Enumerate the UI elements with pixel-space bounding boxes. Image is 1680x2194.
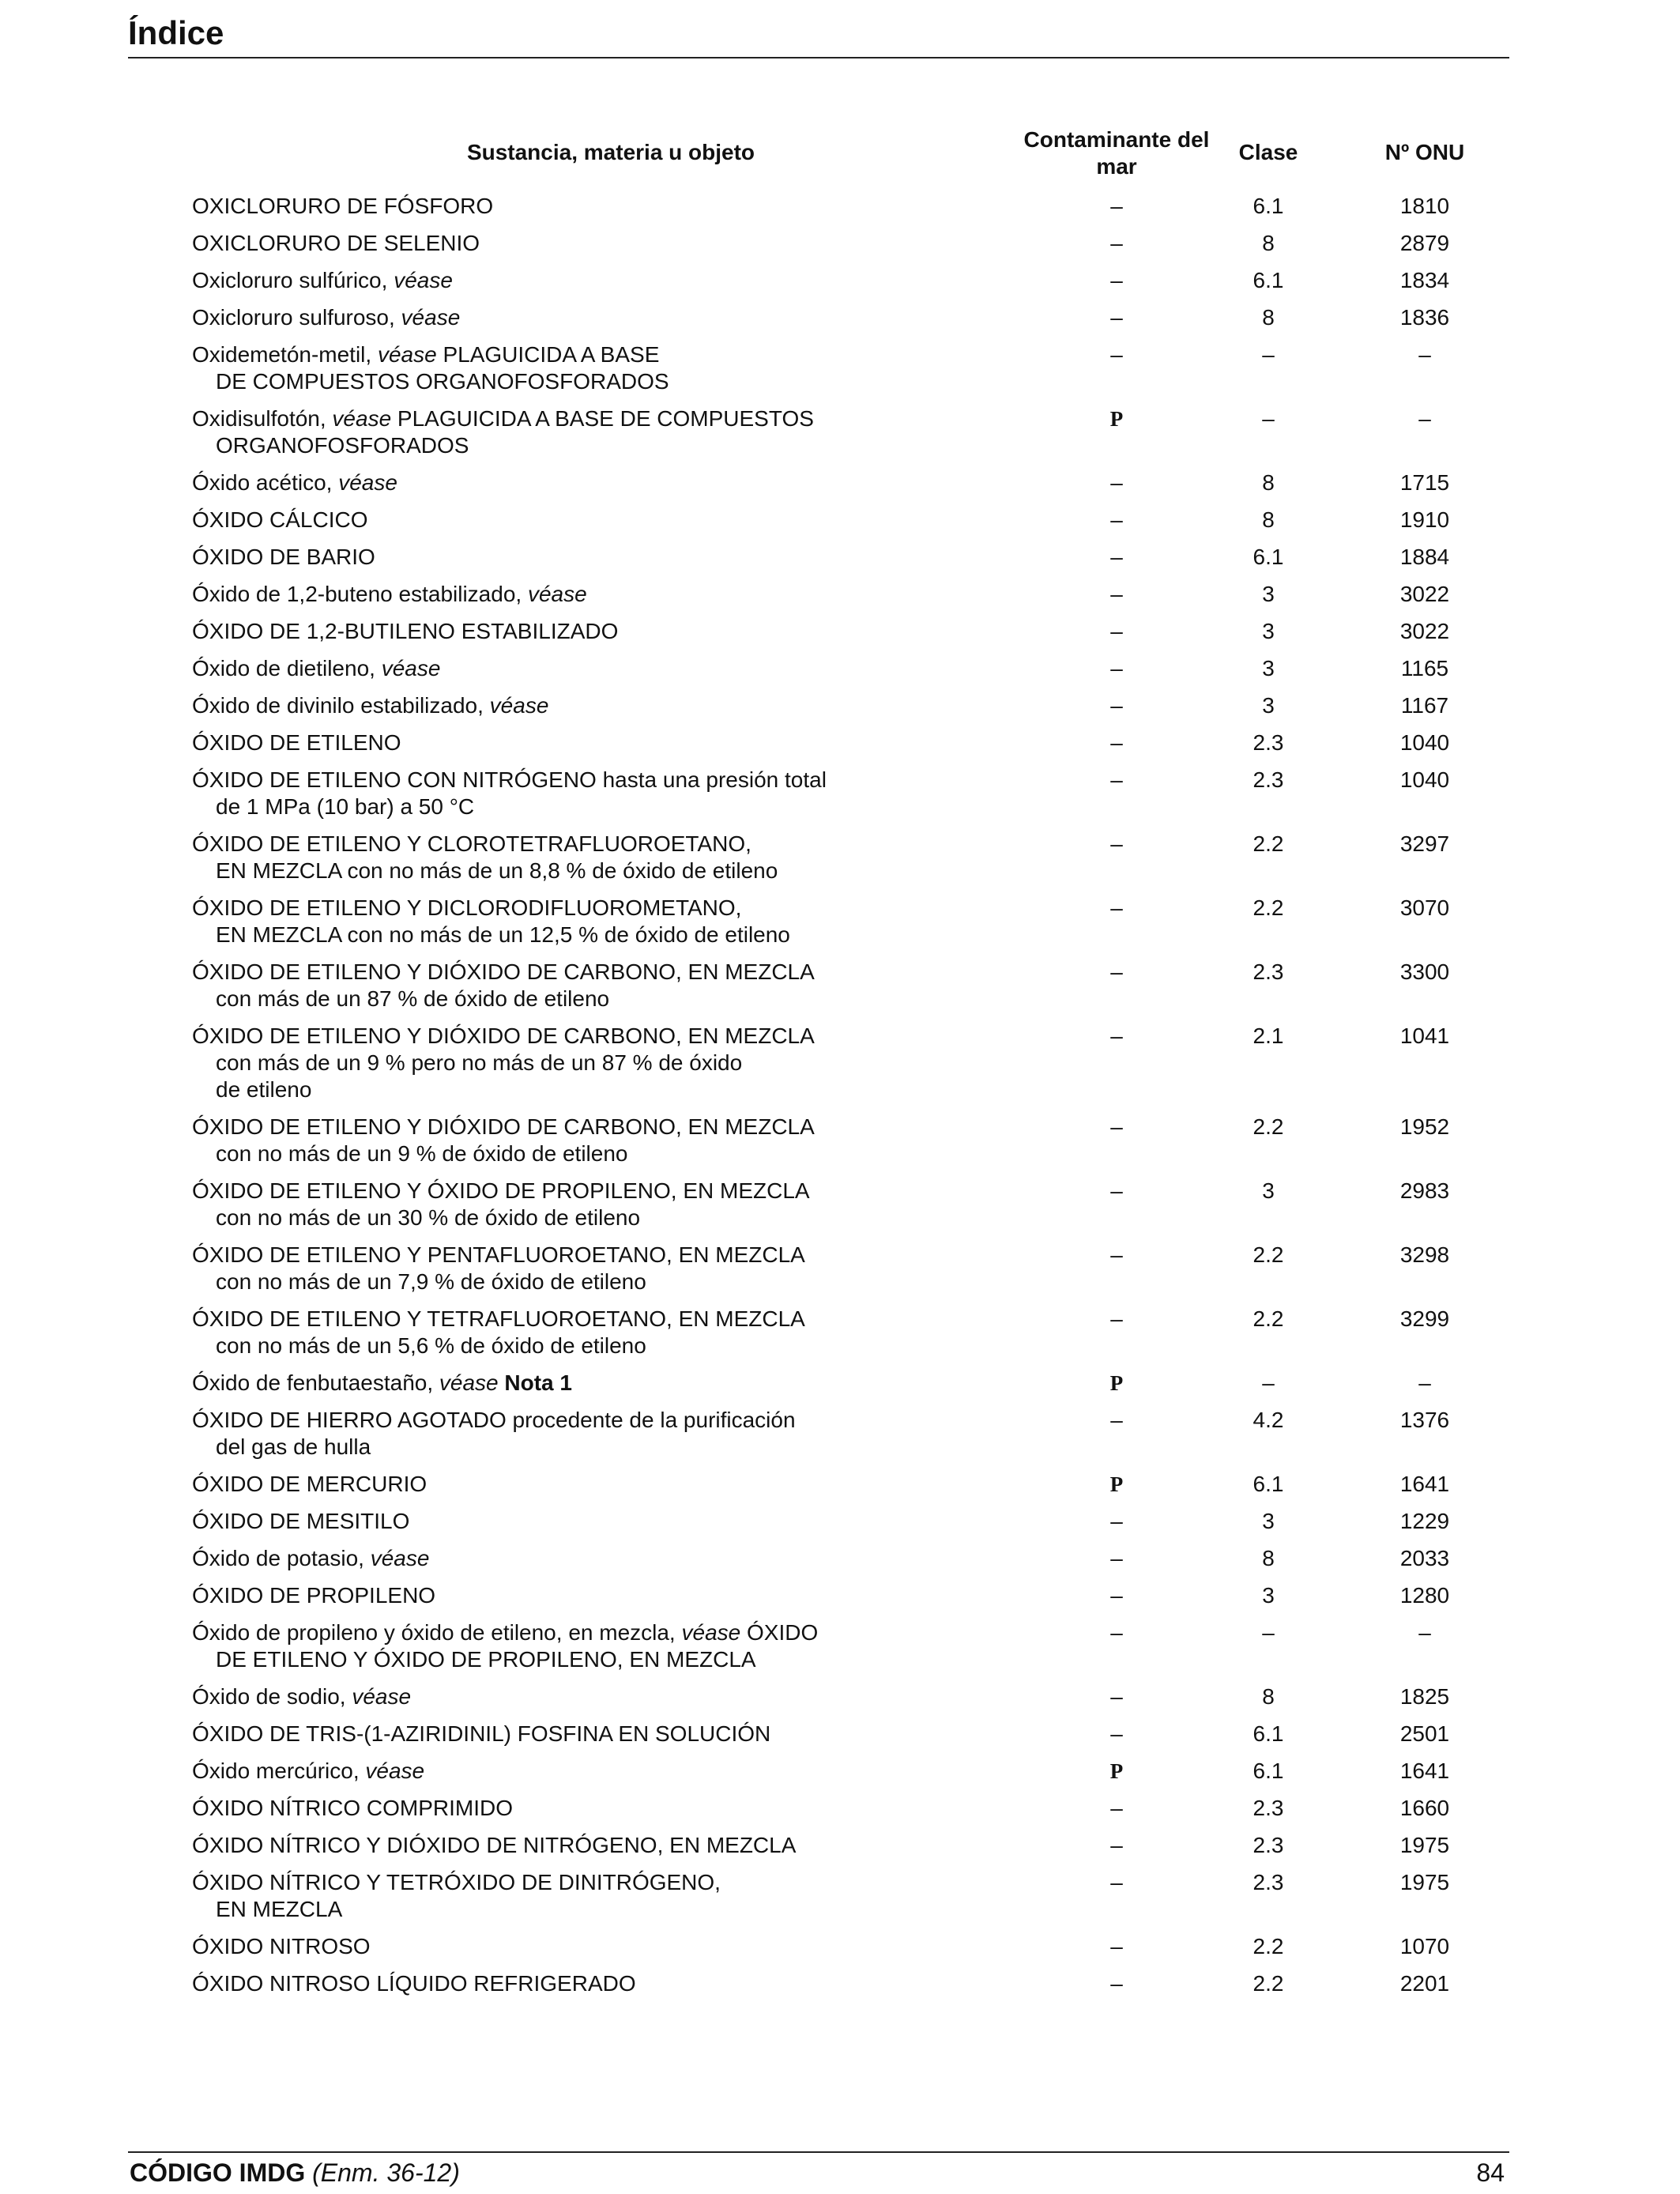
table-row bbox=[192, 1758, 1472, 1785]
substance-text: con no más de un 9 % de óxido de etileno bbox=[216, 1141, 628, 1166]
substance-name bbox=[192, 1758, 919, 1785]
substance-text: con no más de un 5,6 % de óxido de etileno bbox=[216, 1333, 646, 1358]
class-cell: 4.2 bbox=[1252, 1408, 1284, 1432]
table-row bbox=[192, 1683, 1472, 1710]
substance-text: ÓXIDO DE MESITILO bbox=[192, 1509, 410, 1533]
marine-pollutant-cell: – bbox=[1110, 1934, 1123, 1958]
substance-text: EN MEZCLA con no más de un 8,8 % de óxido de etileno bbox=[216, 858, 778, 883]
class-cell: 2.3 bbox=[1252, 1833, 1284, 1857]
marine-pollutant-cell: – bbox=[1110, 1242, 1123, 1267]
substance-text: con no más de un 30 % de óxido de etileno bbox=[216, 1205, 641, 1230]
marine-pollutant-cell: – bbox=[1110, 305, 1123, 330]
table-row bbox=[192, 1370, 1472, 1397]
substance-name bbox=[192, 1178, 919, 1231]
un-number-cell: 3022 bbox=[1399, 582, 1450, 606]
substance-name bbox=[192, 1508, 919, 1535]
table-row bbox=[192, 1970, 1472, 1997]
marine-pollutant-cell: – bbox=[1110, 268, 1123, 292]
un-number-cell: 3297 bbox=[1399, 831, 1450, 856]
table-row bbox=[192, 1407, 1472, 1461]
table-row bbox=[192, 405, 1472, 459]
class-cell: 2.2 bbox=[1252, 1306, 1284, 1331]
class-cell: 2.3 bbox=[1252, 959, 1284, 984]
substance-text: Óxido de fenbutaestaño, bbox=[192, 1370, 439, 1395]
substance-name bbox=[192, 304, 919, 331]
class-cell: 2.2 bbox=[1252, 1934, 1284, 1958]
marine-pollutant-cell: – bbox=[1110, 1721, 1123, 1746]
footer-edition: (Enm. 36-12) bbox=[312, 2158, 460, 2187]
class-cell: 3 bbox=[1262, 582, 1275, 606]
substance-text: OXICLORURO DE FÓSFORO bbox=[192, 194, 494, 218]
table-row bbox=[192, 544, 1472, 571]
substance-text: ÓXIDO DE HIERRO AGOTADO procedente de la purificación bbox=[192, 1408, 796, 1432]
un-number-cell: 3300 bbox=[1399, 959, 1450, 984]
substance-name bbox=[192, 507, 919, 533]
substance-text: de 1 MPa (10 bar) a 50 °C bbox=[216, 794, 475, 819]
substance-text: ÓXIDO DE ETILENO Y DIÓXIDO DE CARBONO, EN MEZCLA bbox=[192, 959, 815, 984]
marine-pollutant-cell: – bbox=[1110, 619, 1123, 643]
un-number-cell: 1952 bbox=[1399, 1114, 1450, 1139]
substance-name bbox=[192, 1683, 919, 1710]
substance-text: Óxido de potasio, bbox=[192, 1546, 371, 1570]
substance-name bbox=[192, 1023, 919, 1103]
marine-pollutant-cell: – bbox=[1110, 656, 1123, 680]
substance-name bbox=[192, 193, 919, 220]
class-cell: 3 bbox=[1262, 619, 1275, 643]
substance-name bbox=[192, 1471, 919, 1498]
table-body bbox=[192, 193, 1472, 1997]
substance-text: con más de un 87 % de óxido de etileno bbox=[216, 986, 610, 1011]
substance-text: ÓXIDO DE ETILENO Y DIÓXIDO DE CARBONO, EN MEZCLA bbox=[192, 1023, 815, 1048]
un-number-cell: 2501 bbox=[1399, 1721, 1450, 1746]
table-row bbox=[192, 1471, 1472, 1498]
table-row bbox=[192, 767, 1472, 820]
class-cell: 2.3 bbox=[1252, 767, 1284, 792]
substance-name bbox=[192, 729, 919, 756]
table-row bbox=[192, 959, 1472, 1012]
marine-pollutant-cell: P bbox=[1109, 1759, 1124, 1783]
substance-name bbox=[192, 1832, 919, 1859]
substance-text: ÓXIDO DE ETILENO Y ÓXIDO DE PROPILENO, EN MEZCLA bbox=[192, 1178, 810, 1203]
marine-pollutant-cell: – bbox=[1110, 1178, 1123, 1203]
un-number-cell: – bbox=[1418, 406, 1431, 431]
vease-reference: véase bbox=[370, 1546, 430, 1570]
vease-reference: véase bbox=[401, 305, 461, 330]
un-number-cell: 1280 bbox=[1399, 1583, 1450, 1608]
vease-reference: véase bbox=[338, 470, 397, 495]
marine-pollutant-cell: – bbox=[1110, 342, 1123, 367]
substance-text: ÓXIDO CÁLCICO bbox=[192, 507, 368, 532]
substance-text: ÓXIDO DE 1,2-BUTILENO ESTABILIZADO bbox=[192, 619, 619, 643]
marine-pollutant-cell: – bbox=[1110, 1971, 1123, 1996]
substance-text: Oxidemetón-metil, bbox=[192, 342, 378, 367]
table-row bbox=[192, 1114, 1472, 1167]
substance-text: ÓXIDO DE PROPILENO bbox=[192, 1583, 436, 1608]
substance-index-table bbox=[192, 126, 1472, 1998]
class-cell: 2.2 bbox=[1252, 1971, 1284, 1996]
un-number-cell: 3070 bbox=[1399, 895, 1450, 920]
substance-name bbox=[192, 1869, 919, 1923]
marine-pollutant-cell: – bbox=[1110, 1114, 1123, 1139]
vease-reference: véase bbox=[394, 268, 453, 292]
class-cell: 2.1 bbox=[1252, 1023, 1284, 1048]
substance-text: con más de un 9 % pero no más de un 87 % de óxido bbox=[216, 1050, 743, 1075]
marine-pollutant-cell: P bbox=[1109, 1472, 1124, 1496]
substance-text: ÓXIDO DE ETILENO Y CLOROTETRAFLUOROETANO, bbox=[192, 831, 751, 856]
marine-pollutant-cell: – bbox=[1110, 693, 1123, 718]
substance-name bbox=[192, 1306, 919, 1359]
class-cell: 6.1 bbox=[1252, 194, 1284, 218]
table-header bbox=[192, 126, 1472, 183]
table-row bbox=[192, 341, 1472, 395]
substance-name bbox=[192, 1242, 919, 1295]
table-row bbox=[192, 1545, 1472, 1572]
vease-reference: véase bbox=[352, 1684, 412, 1709]
substance-text: Óxido de sodio, bbox=[192, 1684, 352, 1709]
substance-text: ÓXIDO NITROSO LÍQUIDO REFRIGERADO bbox=[192, 1971, 636, 1996]
class-cell: – bbox=[1262, 342, 1275, 367]
substance-text: ÓXIDO DE ETILENO Y DIÓXIDO DE CARBONO, EN MEZCLA bbox=[192, 1114, 815, 1139]
substance-text: DE COMPUESTOS ORGANOFOSFORADOS bbox=[216, 369, 669, 394]
table-row bbox=[192, 618, 1472, 645]
table-row bbox=[192, 1306, 1472, 1359]
class-cell: 6.1 bbox=[1252, 1472, 1284, 1496]
un-number-cell: 1975 bbox=[1399, 1833, 1450, 1857]
un-number-cell: 3298 bbox=[1399, 1242, 1450, 1267]
class-cell: 3 bbox=[1262, 1583, 1275, 1608]
substance-name bbox=[192, 1582, 919, 1609]
table-row bbox=[192, 469, 1472, 496]
un-number-cell: 2201 bbox=[1399, 1971, 1450, 1996]
substance-text: ÓXIDO NITROSO bbox=[192, 1934, 371, 1958]
marine-pollutant-cell: – bbox=[1110, 1870, 1123, 1894]
substance-text: Óxido de propileno y óxido de etileno, en mezcla, bbox=[192, 1620, 682, 1645]
table-row bbox=[192, 692, 1472, 719]
table-row bbox=[192, 304, 1472, 331]
substance-name bbox=[192, 692, 919, 719]
substance-name bbox=[192, 1721, 919, 1747]
marine-pollutant-cell: – bbox=[1110, 895, 1123, 920]
substance-text: Oxidisulfotón, bbox=[192, 406, 333, 431]
vease-reference: véase bbox=[365, 1759, 425, 1783]
substance-text: PLAGUICIDA A BASE bbox=[436, 342, 660, 367]
page-number: 84 bbox=[1476, 2158, 1505, 2187]
table-row bbox=[192, 655, 1472, 682]
marine-pollutant-cell: – bbox=[1110, 730, 1123, 755]
marine-pollutant-cell: – bbox=[1110, 831, 1123, 856]
marine-pollutant-cell: – bbox=[1110, 1684, 1123, 1709]
un-number-cell: 1884 bbox=[1399, 545, 1450, 569]
class-cell: 3 bbox=[1262, 1178, 1275, 1203]
un-number-cell: 1070 bbox=[1399, 1934, 1450, 1958]
marine-pollutant-cell: – bbox=[1110, 959, 1123, 984]
class-cell: 2.2 bbox=[1252, 895, 1284, 920]
vease-reference: véase bbox=[381, 656, 441, 680]
marine-pollutant-cell: – bbox=[1110, 1023, 1123, 1048]
substance-text: de etileno bbox=[216, 1077, 312, 1102]
class-cell: 2.3 bbox=[1252, 1796, 1284, 1820]
table-row bbox=[192, 729, 1472, 756]
table-row bbox=[192, 1832, 1472, 1859]
table-row bbox=[192, 831, 1472, 884]
un-number-cell: 1834 bbox=[1399, 268, 1450, 292]
class-cell: 6.1 bbox=[1252, 545, 1284, 569]
un-number-cell: 1041 bbox=[1399, 1023, 1450, 1048]
class-cell: 8 bbox=[1262, 305, 1275, 330]
substance-text: ÓXIDO DE MERCURIO bbox=[192, 1472, 428, 1496]
substance-name bbox=[192, 1795, 919, 1822]
table-row bbox=[192, 1933, 1472, 1960]
class-cell: – bbox=[1262, 1370, 1275, 1395]
footer-publication bbox=[130, 2158, 460, 2188]
marine-pollutant-cell: – bbox=[1110, 470, 1123, 495]
un-number-cell: 1825 bbox=[1399, 1684, 1450, 1709]
un-number-cell: 1167 bbox=[1400, 693, 1449, 718]
table-row bbox=[192, 1023, 1472, 1103]
class-cell: 2.2 bbox=[1252, 831, 1284, 856]
table-row bbox=[192, 1869, 1472, 1923]
class-cell: 6.1 bbox=[1252, 1759, 1284, 1783]
substance-text: ÓXIDO DE ETILENO CON NITRÓGENO hasta una presión total bbox=[192, 767, 827, 792]
substance-text: ÓXIDO DE TRIS-(1-AZIRIDINIL) FOSFINA EN SOLUCIÓN bbox=[192, 1721, 771, 1746]
marine-pollutant-cell: – bbox=[1110, 767, 1123, 792]
class-cell: 6.1 bbox=[1252, 268, 1284, 292]
class-cell: 8 bbox=[1262, 1684, 1275, 1709]
column-header-marine-pollutant: Contaminante del mar bbox=[1023, 127, 1210, 179]
substance-text: EN MEZCLA con no más de un 12,5 % de óxido de etileno bbox=[216, 922, 790, 947]
class-cell: 2.2 bbox=[1252, 1242, 1284, 1267]
vease-reference: véase bbox=[681, 1620, 741, 1645]
class-cell: 8 bbox=[1262, 507, 1275, 532]
marine-pollutant-cell: – bbox=[1110, 1509, 1123, 1533]
vease-reference: véase bbox=[489, 693, 549, 718]
class-cell: 3 bbox=[1262, 656, 1275, 680]
table-row bbox=[192, 1242, 1472, 1295]
table-row bbox=[192, 895, 1472, 948]
substance-name bbox=[192, 831, 919, 884]
substance-name bbox=[192, 1407, 919, 1461]
substance-name bbox=[192, 1933, 919, 1960]
substance-text: OXICLORURO DE SELENIO bbox=[192, 231, 480, 255]
table-row bbox=[192, 507, 1472, 533]
substance-name bbox=[192, 655, 919, 682]
substance-text: ORGANOFOSFORADOS bbox=[216, 433, 469, 458]
substance-name bbox=[192, 1545, 919, 1572]
table-row bbox=[192, 267, 1472, 294]
un-number-cell: 1910 bbox=[1399, 507, 1450, 532]
table-row bbox=[192, 193, 1472, 220]
un-number-cell: 1040 bbox=[1399, 730, 1450, 755]
vease-reference: véase bbox=[439, 1370, 499, 1395]
column-header-class: Clase bbox=[1238, 140, 1298, 164]
substance-text: con no más de un 7,9 % de óxido de etileno bbox=[216, 1269, 646, 1294]
vease-reference: véase bbox=[377, 342, 437, 367]
footer-title: CÓDIGO IMDG bbox=[130, 2158, 306, 2187]
substance-name bbox=[192, 581, 919, 608]
substance-text: ÓXIDO DE ETILENO Y TETRAFLUOROETANO, EN MEZCLA bbox=[192, 1306, 805, 1331]
marine-pollutant-cell: – bbox=[1110, 1408, 1123, 1432]
marine-pollutant-cell: – bbox=[1110, 1546, 1123, 1570]
marine-pollutant-cell: – bbox=[1110, 582, 1123, 606]
substance-text: DE ETILENO Y ÓXIDO DE PROPILENO, EN MEZCLA bbox=[216, 1647, 756, 1672]
class-cell: 8 bbox=[1262, 470, 1275, 495]
un-number-cell: 1836 bbox=[1399, 305, 1450, 330]
substance-text: ÓXIDO DE ETILENO bbox=[192, 730, 401, 755]
marine-pollutant-cell: P bbox=[1109, 407, 1124, 431]
un-number-cell: 1810 bbox=[1399, 194, 1450, 218]
substance-name bbox=[192, 618, 919, 645]
column-header-un-number: Nº ONU bbox=[1384, 140, 1465, 164]
marine-pollutant-cell: P bbox=[1109, 1371, 1124, 1395]
table-row bbox=[192, 1721, 1472, 1747]
substance-text: ÓXIDO DE BARIO bbox=[192, 545, 375, 569]
marine-pollutant-cell: – bbox=[1110, 545, 1123, 569]
table-row bbox=[192, 581, 1472, 608]
substance-text: ÓXIDO NÍTRICO Y DIÓXIDO DE NITRÓGENO, EN MEZCLA bbox=[192, 1833, 797, 1857]
class-cell: 2.2 bbox=[1252, 1114, 1284, 1139]
un-number-cell: 1975 bbox=[1399, 1870, 1450, 1894]
marine-pollutant-cell: – bbox=[1110, 1306, 1123, 1331]
substance-name bbox=[192, 959, 919, 1012]
un-number-cell: 1715 bbox=[1399, 470, 1450, 495]
un-number-cell: 1641 bbox=[1399, 1472, 1450, 1496]
substance-name bbox=[192, 1114, 919, 1167]
marine-pollutant-cell: – bbox=[1110, 1620, 1123, 1645]
substance-name bbox=[192, 1970, 919, 1997]
marine-pollutant-cell: – bbox=[1110, 194, 1123, 218]
un-number-cell: – bbox=[1418, 342, 1431, 367]
substance-text: Oxicloruro sulfuroso, bbox=[192, 305, 401, 330]
vease-reference: véase bbox=[527, 582, 587, 606]
substance-text: ÓXIDO NÍTRICO Y TETRÓXIDO DE DINITRÓGENO, bbox=[192, 1870, 721, 1894]
substance-text: Oxicloruro sulfúrico, bbox=[192, 268, 394, 292]
class-cell: 6.1 bbox=[1252, 1721, 1284, 1746]
table-row bbox=[192, 1795, 1472, 1822]
class-cell: 8 bbox=[1262, 1546, 1275, 1570]
substance-name bbox=[192, 469, 919, 496]
table-row bbox=[192, 1619, 1472, 1673]
un-number-cell: 1040 bbox=[1399, 767, 1450, 792]
substance-name bbox=[192, 1370, 919, 1397]
substance-text: Óxido acético, bbox=[192, 470, 339, 495]
un-number-cell: 2983 bbox=[1399, 1178, 1450, 1203]
un-number-cell: – bbox=[1418, 1620, 1431, 1645]
page-title: Índice bbox=[128, 14, 224, 51]
substance-name bbox=[192, 341, 919, 395]
vease-reference: véase bbox=[332, 406, 392, 431]
un-number-cell: 1641 bbox=[1399, 1759, 1450, 1783]
substance-text: ÓXIDO NÍTRICO COMPRIMIDO bbox=[192, 1796, 513, 1820]
marine-pollutant-cell: – bbox=[1110, 231, 1123, 255]
substance-text: ÓXIDO DE ETILENO Y PENTAFLUOROETANO, EN MEZCLA bbox=[192, 1242, 805, 1267]
un-number-cell: 1660 bbox=[1399, 1796, 1450, 1820]
un-number-cell: 3022 bbox=[1399, 619, 1450, 643]
substance-text: PLAGUICIDA A BASE DE COMPUESTOS bbox=[391, 406, 814, 431]
class-cell: 2.3 bbox=[1252, 1870, 1284, 1894]
substance-name bbox=[192, 544, 919, 571]
marine-pollutant-cell: – bbox=[1110, 1796, 1123, 1820]
note-reference: Nota 1 bbox=[504, 1370, 572, 1395]
substance-text: Óxido de 1,2-buteno estabilizado, bbox=[192, 582, 528, 606]
marine-pollutant-cell: – bbox=[1110, 1583, 1123, 1608]
un-number-cell: 1165 bbox=[1400, 656, 1449, 680]
un-number-cell: 2879 bbox=[1399, 231, 1450, 255]
un-number-cell: – bbox=[1418, 1370, 1431, 1395]
column-header-substance: Sustancia, materia u objeto bbox=[466, 140, 755, 164]
substance-name bbox=[192, 895, 919, 948]
class-cell: – bbox=[1262, 406, 1275, 431]
substance-name bbox=[192, 767, 919, 820]
class-cell: – bbox=[1262, 1620, 1275, 1645]
table-row bbox=[192, 1582, 1472, 1609]
un-number-cell: 1229 bbox=[1399, 1509, 1450, 1533]
class-cell: 3 bbox=[1262, 1509, 1275, 1533]
table-row bbox=[192, 1178, 1472, 1231]
table-row bbox=[192, 1508, 1472, 1535]
class-cell: 2.3 bbox=[1252, 730, 1284, 755]
substance-text: Óxido mercúrico, bbox=[192, 1759, 366, 1783]
substance-name bbox=[192, 230, 919, 257]
substance-text: ÓXIDO bbox=[740, 1620, 819, 1645]
substance-name bbox=[192, 405, 919, 459]
substance-text: ÓXIDO DE ETILENO Y DICLORODIFLUOROMETANO, bbox=[192, 895, 742, 920]
class-cell: 8 bbox=[1262, 231, 1275, 255]
class-cell: 3 bbox=[1262, 693, 1275, 718]
substance-text: EN MEZCLA bbox=[216, 1897, 343, 1921]
substance-text: Óxido de divinilo estabilizado, bbox=[192, 693, 490, 718]
table-row bbox=[192, 230, 1472, 257]
substance-text: del gas de hulla bbox=[216, 1434, 371, 1459]
page-header bbox=[128, 9, 1509, 58]
marine-pollutant-cell: – bbox=[1110, 507, 1123, 532]
un-number-cell: 2033 bbox=[1399, 1546, 1450, 1570]
substance-name bbox=[192, 1619, 919, 1673]
un-number-cell: 1376 bbox=[1399, 1408, 1450, 1432]
page-footer bbox=[128, 2151, 1509, 2192]
marine-pollutant-cell: – bbox=[1110, 1833, 1123, 1857]
substance-text: Óxido de dietileno, bbox=[192, 656, 382, 680]
un-number-cell: 3299 bbox=[1399, 1306, 1450, 1331]
substance-name bbox=[192, 267, 919, 294]
